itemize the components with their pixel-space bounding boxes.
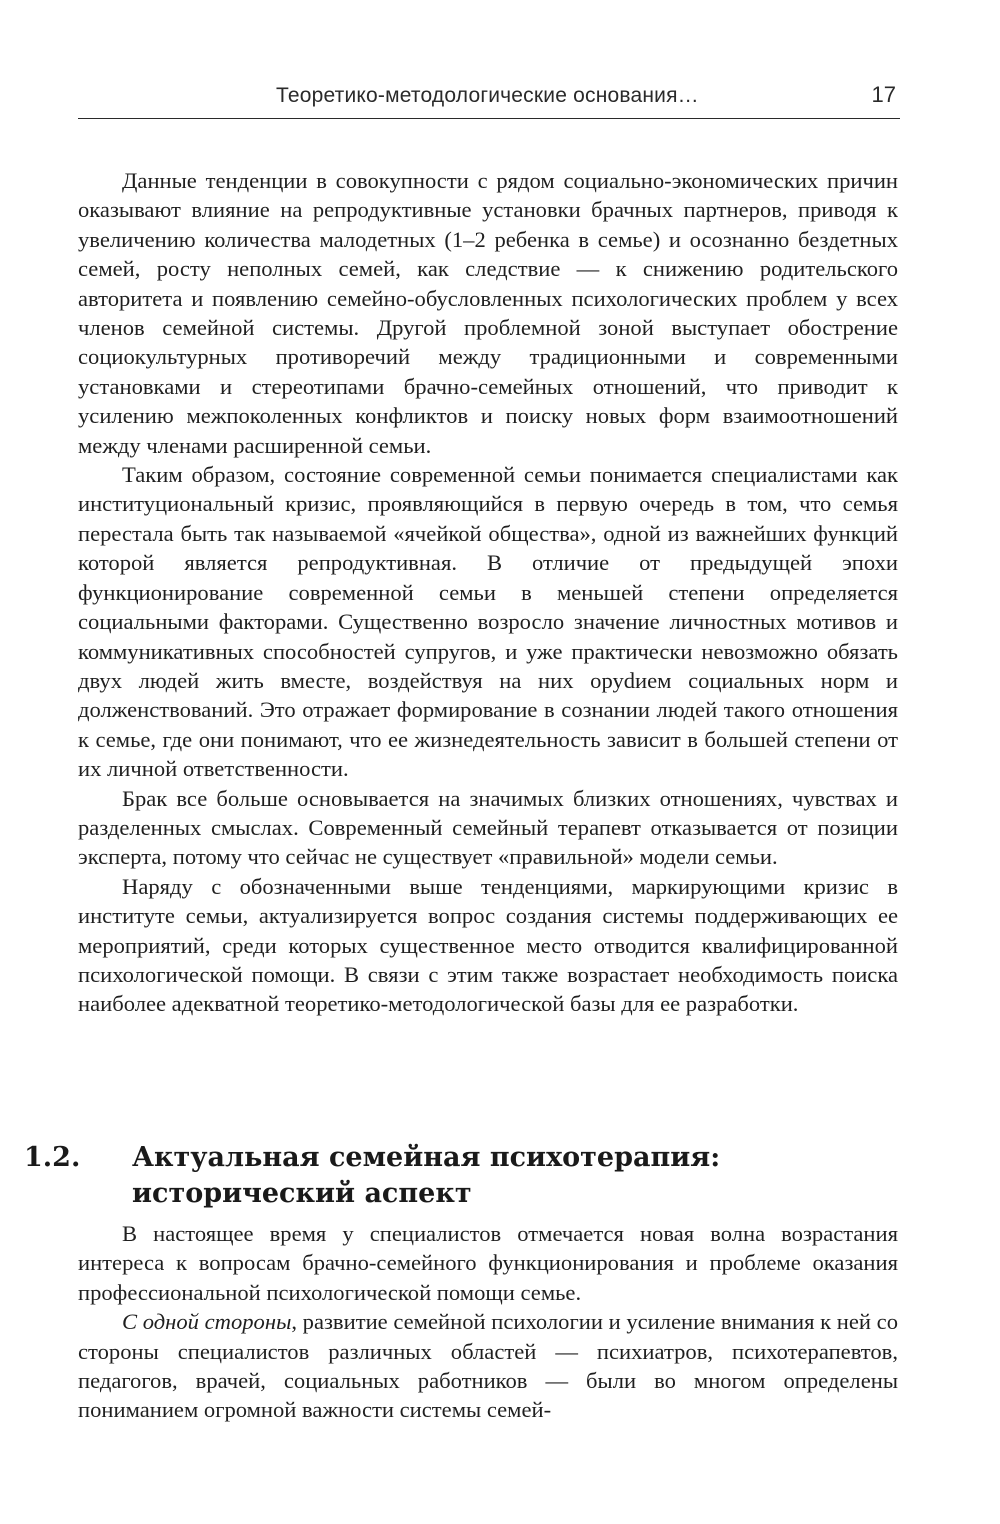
page-number: 17 <box>871 82 896 107</box>
paragraph-rest: , развитие семейной психологии и усиление внимания к ней со стороны специалистов различных областей — психиатров, психотерапевтов, педагогов, врачей, социальных работников — были во многом определены пониманием огромной важности системы семей- <box>78 1309 899 1423</box>
paragraph <box>78 1307 898 1425</box>
section-heading <box>24 1140 898 1212</box>
section-title: Актуальная семейная психотерапия: исторический аспект <box>132 1142 721 1209</box>
running-header <box>78 78 900 119</box>
paragraph: Таким образом, состояние современной семьи понимается специалистами как институциональный кризис, проявляющийся в первую очередь в том, что семья перестала быть так называемой «ячейкой общества», одной из важнейших функций которой является репродуктивная. В отличие от предыдущей эпохи функционирование современной семьи в меньшей степени определяется социальными факторами. Существенно возросло значение личностных мотивов и коммуникативных способностей супругов, и уже практически невозможно обязать двух людей жить вместе, воздействуя на них оруdием социальных норм и долженствований. Это отражает формирование в сознании людей такого отношения к семье, где они понимают, что ее жизнедеятельность зависит в большей степени от их личной ответственности. <box>78 462 898 782</box>
paragraph: Данные тенденции в совокупности с рядом социально-экономических причин оказывают влияние на репродуктивные установки брачных партнеров, приводя к увеличению количества малодетных (1–2 ребенка в семье) и осознанно бездетных семей, росту неполных семей, как следствие — к снижению родительского авторитета и появлению семейно-обусловленных психологических проблем у всех членов семейной системы. Другой проблемной зоной выступает обострение социокультурных противоречий между традиционными и современными установками и стереотипами брачно-семейных отношений, что приводит к усилению межпоколенных конфликтов и поиску новых форм взаимоотношений между членами расширенной семьи. <box>78 168 898 458</box>
paragraph: Брак все больше основывается на значимых близких отношениях, чувствах и разделенных смыслах. Современный семейный терапевт отказывается от позиции эксперта, потому что сейчас не существует «правильной» модели семьи. <box>78 785 898 870</box>
body-text-upper <box>78 166 898 1019</box>
italic-lead: С одной стороны <box>122 1309 292 1335</box>
body-text-lower <box>78 1219 898 1425</box>
running-title: Теоретико-методологические основания… <box>276 84 699 107</box>
section-number: 1.2. <box>24 1142 81 1173</box>
paragraph: Наряду с обозначенными выше тенденциями, маркирующими кризис в институте семьи, актуализируется вопрос создания системы поддерживающих ее мероприятий, среди которых существенное место отводится квалифицированной психологической помощи. В связи с этим также возрастает необходимость поиска наиболее адекватной теоретико-методологической базы для ее разработки. <box>78 873 898 1017</box>
paragraph: В настоящее время у специалистов отмечается новая волна возрастания интереса к вопросам брачно-семейного функционирования и проблеме оказания профессиональной психологической помощи семье. <box>78 1221 898 1305</box>
